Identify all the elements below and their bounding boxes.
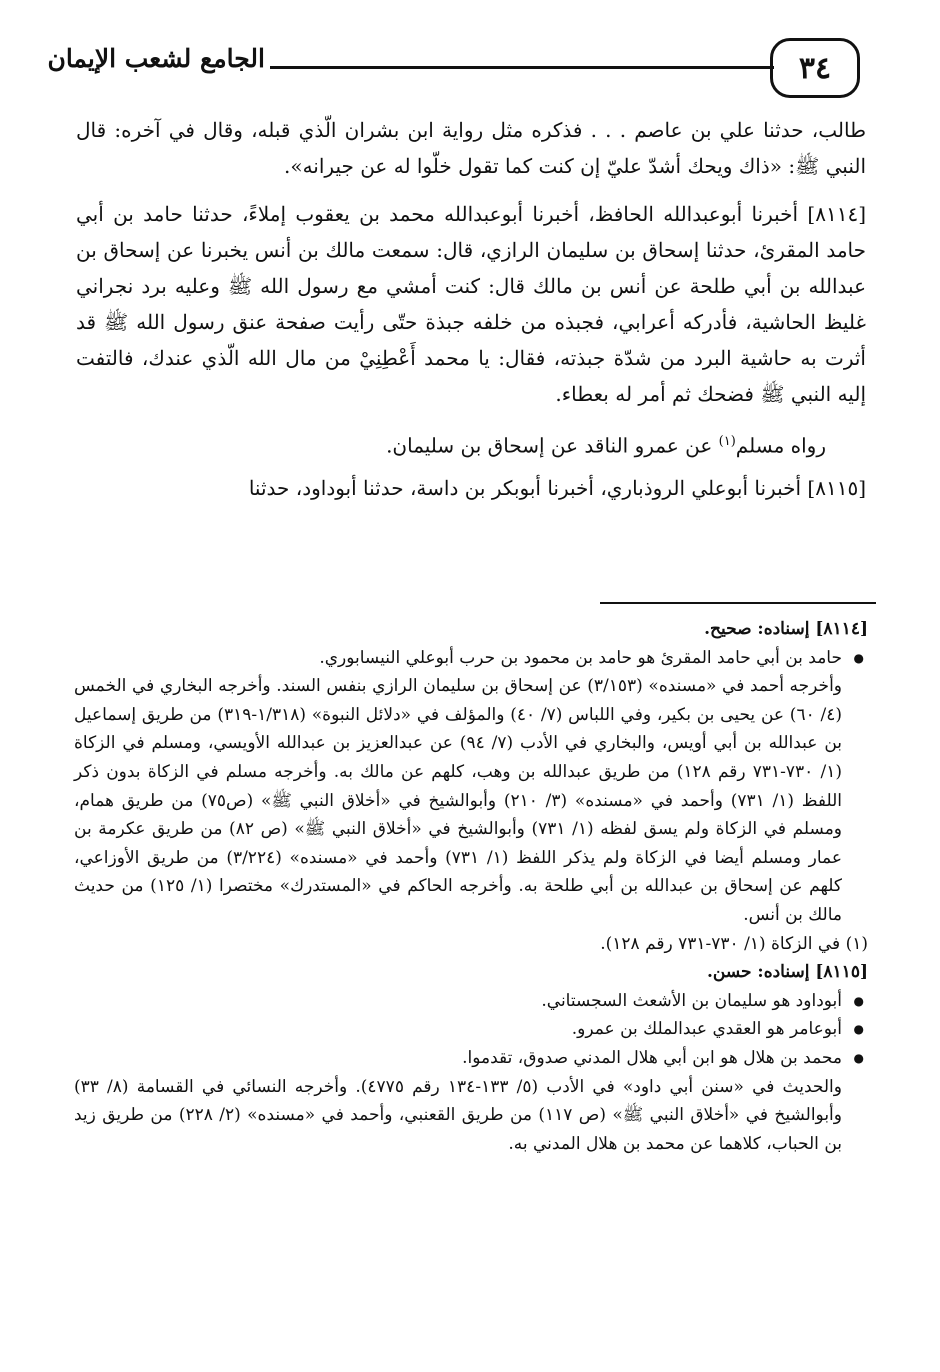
note-body-8115: والحديث في «سنن أبي داود» في الأدب (٥/ ١٣٣-١٣٤ رقم ٤٧٧٥). وأخرجه النسائي في القسامة (٨/ ٣٣) وأبوالشيخ في «أخلاق النبي ﷺ» (ص ١١٧) من طريق القعنبي، وأحمد في «مسنده» (٢/ ٢٢٨) من طريق زيد بن الحباب، كلاهما عن محمد بن هلال المدني به. [74, 1076, 842, 1154]
hadith-number: [٨١١٤] [807, 202, 866, 226]
hadith-text: أخبرنا أبوعلي الروذباري، أخبرنا أبوبكر بن داسة، حدثنا أبوداود، حدثنا [248, 475, 802, 500]
list-item: ● محمد بن هلال هو ابن أبي هلال المدني صدوق، تقدموا. [74, 1044, 868, 1073]
note-body-8114: وأخرجه أحمد في «مسنده» (٣/١٥٣) عن إسحاق بن سليمان الرازي بنفس السند. وأخرجه البخاري في الخمس (٤/ ٦٠) عن يحيى بن بكير، وفي اللباس (٧/ ٤٠) والمؤلف في «دلائل النبوة» (١/٣١٨-٣١٩) من طريق إسماعيل بن عبدالله بن أبي أويس، والبخاري في الأدب (٧/ ٩٤) عن عبدالعزيز بن عبدالله الأويسي، ومسلم في الزكاة (١/ ٧٣٠-٧٣١ رقم ١٢٨) من طريق عبدالله بن وهب، كلهم عن مالك به. وأخرجه مسلم في الزكاة بدون ذكر اللفظ (١/ ٧٣١) وأحمد في «مسنده» (٣/ ٢١٠) وأبوالشيخ في «أخلاق النبي ﷺ» (ص٧٥) من طريق همام، ومسلم في الزكاة ولم يسق لفظه (١/ ٧٣١) وأبوالشيخ في «أخلاق النبي ﷺ» (ص ٨٢) من طريق عكرمة بن عمار ومسلم أيضا في الزكاة ولم يذكر اللفظ (١/ ٧٣١) وأحمد في «مسنده» (٣/٢٢٤) من طريق الأوزاعي، كلهم عن إسحاق بن عبدالله بن أبي طلحة به. وأخرجه الحاكم في «المستدرك» مختصرا (١/ ١٢٥) من حديث مالك بن أنس. [74, 676, 843, 925]
hadith-8114 [76, 196, 866, 412]
narration-text: رواه مسلم [735, 433, 826, 458]
footnote-1: (١) في الزكاة (١/ ٧٣٠-٧٣١ رقم ١٢٨). [600, 933, 868, 954]
list-item: ● أبوعامر هو العقدي عبدالملك بن عمرو. [74, 1015, 868, 1044]
paragraph-continuation [76, 112, 866, 184]
hadith-number: [٨١١٥] [807, 475, 866, 500]
main-text [76, 112, 866, 518]
page-number: ٣٤ [770, 38, 860, 98]
book-title: الجامع لشعب الإيمان [47, 44, 265, 73]
narration-note [76, 424, 866, 464]
hadith-8115 [76, 470, 866, 506]
hadith-text: أخبرنا أبوعبدالله الحافظ، أخبرنا أبوعبدالله محمد بن يعقوب إملاءً، حدثنا حامد بن أبي حامد المقرئ، حدثنا إسحاق بن سليمان الرازي، قال: سمعت مالك بن أنس يخبرنا عن إسحاق بن عبدالله بن أبي طلحة عن أنس بن مالك قال: كنت أمشي مع رسول الله ﷺ وعليه برد نجراني غليظ الحاشية، فأدركه أعرابي، فجبذه من خلفه جبذة حتّى رأيت صفحة عنق رسول الله ﷺ قد أثرت به حاشية البرد من شدّة جبذته، فقال: يا محمد أَعْطِنِيْ من مال الله الّذي عندك، فالتفت إليه النبي ﷺ فضحك ثم أمر له بعطاء. [76, 202, 867, 406]
note-heading-8115: [٨١١٥] إسناده: حسن. [706, 962, 868, 983]
footnote-marker: (١) [718, 434, 736, 449]
footnote-divider [600, 602, 876, 604]
note-list-8114 [74, 644, 868, 673]
note-heading-8114: [٨١١٤] إسناده: صحيح. [704, 619, 868, 639]
paragraph-text: طالب، حدثنا علي بن عاصم . . . فذكره مثل رواية ابن بشران الّذي قبله، وقال في آخره: قال النبي ﷺ: «ذاك ويحك أشدّ عليّ إن كنت كما تقول خلّوا له عن جيرانه». [76, 118, 866, 178]
narration-text-cont: عن عمرو الناقد عن إسحاق بن سليمان. [386, 433, 713, 458]
list-item: ● أبوداود هو سليمان بن الأشعث السجستاني. [74, 987, 868, 1016]
footnotes [74, 615, 868, 1158]
page-header [47, 38, 860, 98]
list-item: ● حامد بن أبي حامد المقرئ هو حامد بن محمود بن حرب أبوعلي النيسابوري. [74, 644, 868, 673]
header-rule [270, 66, 774, 69]
note-list-8115 [74, 987, 868, 1073]
